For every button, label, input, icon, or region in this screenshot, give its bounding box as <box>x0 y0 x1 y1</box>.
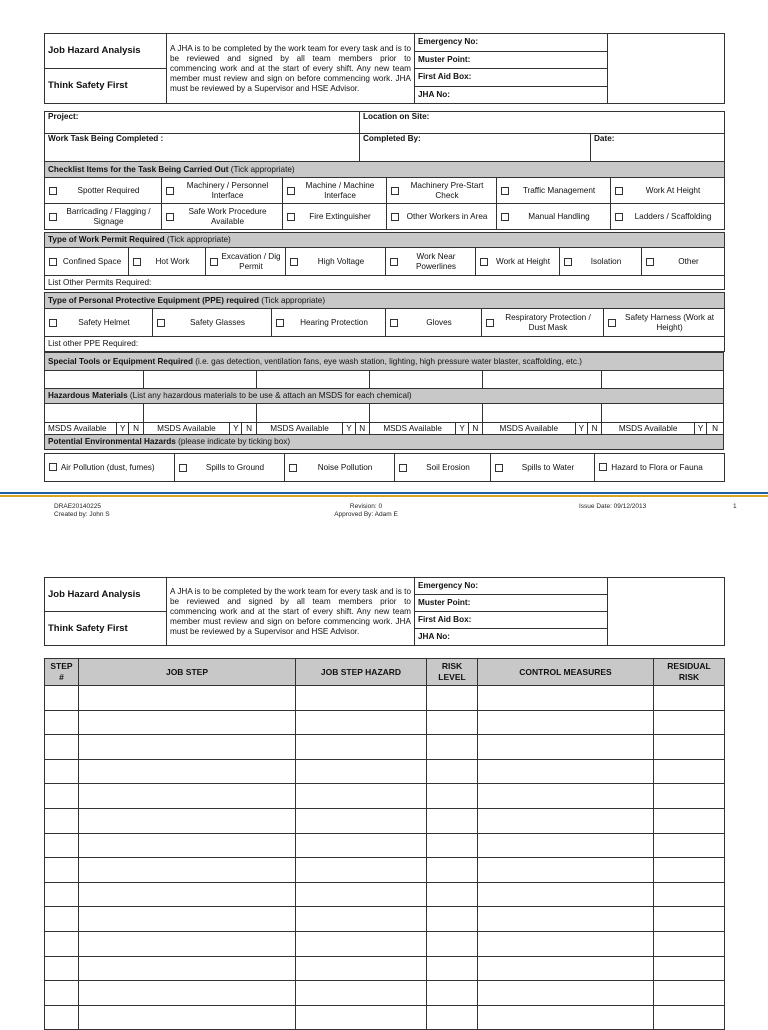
tools-entry[interactable] <box>256 371 369 389</box>
created-by: Created by: John S <box>54 511 110 518</box>
job-step-cell[interactable] <box>79 735 296 760</box>
permit-item[interactable]: Confined Space <box>45 248 129 276</box>
job-step-cell[interactable] <box>296 931 427 956</box>
job-steps-table <box>44 658 725 1030</box>
other-ppe-field[interactable]: List other PPE Required: <box>45 337 725 352</box>
job-step-cell[interactable] <box>654 808 725 833</box>
hazmat-entry[interactable] <box>256 404 369 423</box>
job-step-cell[interactable] <box>45 784 79 809</box>
col-control-measures: CONTROL MEASURES <box>478 659 654 686</box>
jha-no-field[interactable]: JHA No: <box>415 86 608 104</box>
col-residual-risk: RESIDUAL RISK <box>654 659 725 686</box>
job-step-cell[interactable] <box>654 907 725 932</box>
col-step-number: STEP # <box>45 659 79 686</box>
job-step-cell[interactable] <box>45 710 79 735</box>
emergency-no-field[interactable]: Emergency No: <box>415 34 608 52</box>
msds-label: MSDS Available <box>602 423 695 435</box>
job-step-cell[interactable] <box>427 858 478 883</box>
checkbox-icon[interactable] <box>495 464 503 472</box>
job-step-cell[interactable] <box>654 956 725 981</box>
hazmat-entry[interactable] <box>45 404 144 423</box>
environment-heading-bold: Potential Environmental Hazards <box>48 437 176 446</box>
checkbox-icon[interactable] <box>210 258 218 266</box>
instructions-text: A JHA is to be completed by the work team for every task and is to be reviewed and signed by all team members prior to commencing work and at the start of every shift. Any new team member must review and sign on before commencing work. JHA must be reviewed by a Supervisor and HSE Advisor. <box>167 578 415 646</box>
environment-table <box>44 453 725 482</box>
hazmat-heading <box>45 389 724 404</box>
job-step-cell[interactable] <box>45 907 79 932</box>
checkbox-icon[interactable] <box>615 187 623 195</box>
footer-left <box>54 503 110 519</box>
checkbox-icon[interactable] <box>391 213 399 221</box>
environment-item[interactable]: Noise Pollution <box>285 454 395 482</box>
job-step-cell[interactable] <box>45 686 79 711</box>
msds-label: MSDS Available <box>143 423 229 435</box>
job-step-cell[interactable] <box>79 981 296 1006</box>
checkbox-icon[interactable] <box>399 464 407 472</box>
msds-no[interactable]: N <box>707 423 724 435</box>
msds-no[interactable]: N <box>468 423 482 435</box>
permit-item[interactable]: Hot Work <box>129 248 206 276</box>
job-step-cell[interactable] <box>296 882 427 907</box>
job-step-cell[interactable] <box>79 858 296 883</box>
checkbox-icon[interactable] <box>287 213 295 221</box>
job-step-cell[interactable] <box>79 808 296 833</box>
job-step-row <box>45 956 725 981</box>
msds-yes[interactable]: Y <box>575 423 587 435</box>
checkbox-icon[interactable] <box>157 319 165 327</box>
date-field[interactable]: Date: <box>591 134 725 162</box>
job-step-row <box>45 907 725 932</box>
checkbox-icon[interactable] <box>501 187 509 195</box>
tools-entry[interactable] <box>45 371 144 389</box>
job-step-cell[interactable] <box>478 833 654 858</box>
checkbox-icon[interactable] <box>615 213 623 221</box>
permit-heading <box>45 233 725 248</box>
permit-item[interactable]: Isolation <box>560 248 642 276</box>
job-step-cell[interactable] <box>478 907 654 932</box>
page-divider-blue <box>0 492 768 494</box>
checkbox-icon[interactable] <box>179 464 187 472</box>
header-blank-box <box>608 34 725 104</box>
job-step-cell[interactable] <box>45 1005 79 1030</box>
ppe-item[interactable]: Safety Glasses <box>153 309 272 337</box>
job-step-cell[interactable] <box>427 931 478 956</box>
hazmat-entry[interactable] <box>369 404 482 423</box>
job-step-cell[interactable] <box>478 1005 654 1030</box>
first-aid-box-field[interactable]: First Aid Box: <box>415 69 608 87</box>
job-step-cell[interactable] <box>79 907 296 932</box>
jha-no-field[interactable]: JHA No: <box>415 629 608 646</box>
doc-code: DRAE20140225 <box>54 503 101 510</box>
hazmat-heading-note: (List any hazardous materials to be use & attach an MSDS for each chemical) <box>129 391 412 400</box>
ppe-heading <box>45 293 725 309</box>
job-step-cell[interactable] <box>79 759 296 784</box>
checklist-heading-bold: Checklist Items for the Task Being Carried Out <box>48 164 229 174</box>
tools-heading <box>45 353 724 371</box>
checklist-item[interactable]: Machinery / Personnel Interface <box>162 178 283 204</box>
msds-yes[interactable]: Y <box>117 423 129 435</box>
job-step-cell[interactable] <box>478 686 654 711</box>
muster-point-field[interactable]: Muster Point: <box>415 595 608 612</box>
job-step-cell[interactable] <box>654 710 725 735</box>
checkbox-icon[interactable] <box>287 187 295 195</box>
environment-item[interactable]: Hazard to Flora or Fauna <box>595 454 725 482</box>
checkbox-icon[interactable] <box>276 319 284 327</box>
header-table-page2 <box>44 577 725 646</box>
job-step-cell[interactable] <box>427 784 478 809</box>
job-step-cell[interactable] <box>296 808 427 833</box>
msds-label: MSDS Available <box>256 423 342 435</box>
job-step-row <box>45 833 725 858</box>
job-step-cell[interactable] <box>427 956 478 981</box>
checklist-item[interactable]: Machinery Pre-Start Check <box>387 178 497 204</box>
emergency-no-field[interactable]: Emergency No: <box>415 578 608 595</box>
job-step-cell[interactable] <box>296 981 427 1006</box>
job-step-cell[interactable] <box>79 931 296 956</box>
job-step-cell[interactable] <box>79 956 296 981</box>
tools-entry[interactable] <box>483 371 602 389</box>
checkbox-icon[interactable] <box>133 258 141 266</box>
job-step-cell[interactable] <box>296 1005 427 1030</box>
checklist-heading-note: (Tick appropriate) <box>230 164 295 174</box>
checkbox-icon[interactable] <box>49 258 57 266</box>
checkbox-icon[interactable] <box>599 463 607 471</box>
checkbox-icon[interactable] <box>49 213 57 221</box>
checklist-item[interactable]: Machine / Machine Interface <box>283 178 387 204</box>
job-step-row <box>45 784 725 809</box>
permit-item[interactable]: Other <box>642 248 725 276</box>
job-step-cell[interactable] <box>296 956 427 981</box>
instructions-text: A JHA is to be completed by the work team for every task and is to be reviewed and signed by all team members prior to commencing work and at the start of every shift. Any new team member must review and sign on before commencing work. JHA must be reviewed by a Supervisor and HSE Advisor. <box>167 34 415 104</box>
job-step-cell[interactable] <box>79 686 296 711</box>
header-blank-box <box>608 578 725 646</box>
job-step-cell[interactable] <box>654 858 725 883</box>
job-steps-body <box>45 686 725 1030</box>
checklist-item[interactable]: Fire Extinguisher <box>283 204 387 230</box>
checklist-heading <box>45 162 725 178</box>
job-step-cell[interactable] <box>296 784 427 809</box>
checkbox-icon[interactable] <box>49 187 57 195</box>
ppe-heading-bold: Type of Personal Protective Equipment (PPE) required <box>48 295 259 305</box>
job-step-cell[interactable] <box>427 882 478 907</box>
job-step-cell[interactable] <box>45 858 79 883</box>
environment-heading-note: (please indicate by ticking box) <box>178 437 291 446</box>
page-divider-gold <box>0 495 768 497</box>
job-step-cell[interactable] <box>427 907 478 932</box>
work-task-field[interactable]: Work Task Being Completed : <box>45 134 360 162</box>
msds-yes[interactable]: Y <box>343 423 355 435</box>
checkbox-icon[interactable] <box>290 258 298 266</box>
job-step-row <box>45 759 725 784</box>
job-step-cell[interactable] <box>427 735 478 760</box>
approved-by: Approved By: Adam E <box>334 511 398 518</box>
header-table <box>44 33 725 104</box>
checklist-table <box>44 161 725 230</box>
ppe-item[interactable]: Respiratory Protection / Dust Mask <box>482 309 604 337</box>
checkbox-icon[interactable] <box>166 213 174 221</box>
job-step-cell[interactable] <box>478 931 654 956</box>
job-step-cell[interactable] <box>296 759 427 784</box>
form-subtitle: Think Safety First <box>45 69 167 104</box>
permit-item[interactable]: Work at Height <box>476 248 560 276</box>
job-step-cell[interactable] <box>478 858 654 883</box>
job-step-cell[interactable] <box>427 759 478 784</box>
location-field[interactable]: Location on Site: <box>360 112 725 134</box>
job-step-row <box>45 735 725 760</box>
checkbox-icon[interactable] <box>564 258 572 266</box>
page-number: 1 <box>733 503 737 510</box>
revision: Revision: 0 <box>349 503 383 510</box>
ppe-item[interactable]: Safety Helmet <box>45 309 153 337</box>
checkbox-icon[interactable] <box>391 187 399 195</box>
hazmat-heading-bold: Hazardous Materials <box>48 391 128 400</box>
environment-item[interactable]: Air Pollution (dust, fumes) <box>45 454 175 482</box>
hazmat-entry[interactable] <box>143 404 256 423</box>
job-step-cell[interactable] <box>79 784 296 809</box>
permit-item[interactable]: Work Near Powerlines <box>386 248 476 276</box>
job-step-cell[interactable] <box>654 882 725 907</box>
msds-no[interactable]: N <box>129 423 143 435</box>
job-step-cell[interactable] <box>45 931 79 956</box>
job-step-cell[interactable] <box>478 956 654 981</box>
tools-entry[interactable] <box>369 371 482 389</box>
checkbox-icon[interactable] <box>390 258 398 266</box>
other-permits-field[interactable]: List Other Permits Required: <box>45 276 725 290</box>
job-step-cell[interactable] <box>478 981 654 1006</box>
col-job-step-hazard: JOB STEP HAZARD <box>296 659 427 686</box>
job-step-cell[interactable] <box>654 1005 725 1030</box>
permit-item[interactable]: High Voltage <box>286 248 386 276</box>
tools-heading-note: (i.e. gas detection, ventilation fans, eye wash station, lighting, high pressure water blaster, scaffolding, etc.) <box>195 356 582 366</box>
job-step-cell[interactable] <box>654 784 725 809</box>
checklist-item[interactable]: Manual Handling <box>497 204 611 230</box>
tools-entry[interactable] <box>143 371 256 389</box>
job-step-cell[interactable] <box>45 882 79 907</box>
project-table <box>44 111 725 162</box>
job-step-cell[interactable] <box>654 931 725 956</box>
hazmat-entry[interactable] <box>483 404 602 423</box>
msds-no[interactable]: N <box>587 423 601 435</box>
job-step-row <box>45 931 725 956</box>
muster-point-field[interactable]: Muster Point: <box>415 51 608 69</box>
checkbox-icon[interactable] <box>486 319 494 327</box>
msds-label: MSDS Available <box>45 423 117 435</box>
checkbox-icon[interactable] <box>49 463 57 471</box>
ppe-item[interactable]: Hearing Protection <box>272 309 386 337</box>
checklist-item[interactable]: Barricading / Flagging / Signage <box>45 204 162 230</box>
permit-table <box>44 232 725 290</box>
job-step-cell[interactable] <box>45 735 79 760</box>
job-step-cell[interactable] <box>79 833 296 858</box>
job-step-cell[interactable] <box>654 686 725 711</box>
job-step-cell[interactable] <box>296 858 427 883</box>
checkbox-icon[interactable] <box>390 319 398 327</box>
tools-entry[interactable] <box>602 371 724 389</box>
job-step-cell[interactable] <box>296 907 427 932</box>
job-step-cell[interactable] <box>427 833 478 858</box>
msds-yes[interactable]: Y <box>456 423 468 435</box>
job-step-cell[interactable] <box>427 981 478 1006</box>
checkbox-icon[interactable] <box>608 319 616 327</box>
job-step-cell[interactable] <box>427 710 478 735</box>
checklist-item[interactable]: Work At Height <box>611 178 725 204</box>
ppe-table <box>44 292 725 352</box>
checkbox-icon[interactable] <box>501 213 509 221</box>
job-step-cell[interactable] <box>79 1005 296 1030</box>
checkbox-icon[interactable] <box>646 258 654 266</box>
job-step-cell[interactable] <box>654 833 725 858</box>
checklist-item[interactable]: Spotter Required <box>45 178 162 204</box>
job-step-cell[interactable] <box>478 784 654 809</box>
msds-label: MSDS Available <box>483 423 576 435</box>
form-subtitle: Think Safety First <box>45 612 167 646</box>
job-step-cell[interactable] <box>296 833 427 858</box>
environment-item[interactable]: Soil Erosion <box>395 454 491 482</box>
job-step-cell[interactable] <box>45 956 79 981</box>
job-step-cell[interactable] <box>427 686 478 711</box>
job-step-row <box>45 686 725 711</box>
environment-item[interactable]: Spills to Water <box>491 454 595 482</box>
job-step-cell[interactable] <box>654 759 725 784</box>
job-step-cell[interactable] <box>427 1005 478 1030</box>
msds-no[interactable]: N <box>242 423 256 435</box>
permit-item[interactable]: Excavation / Dig Permit <box>206 248 286 276</box>
ppe-item[interactable]: Safety Harness (Work at Height) <box>604 309 725 337</box>
job-step-cell[interactable] <box>478 808 654 833</box>
job-step-cell[interactable] <box>45 759 79 784</box>
job-step-cell[interactable] <box>296 710 427 735</box>
job-step-cell[interactable] <box>296 735 427 760</box>
job-step-row <box>45 1005 725 1030</box>
job-step-cell[interactable] <box>478 710 654 735</box>
footer-center <box>300 503 432 519</box>
job-step-cell[interactable] <box>654 735 725 760</box>
permit-heading-bold: Type of Work Permit Required <box>48 235 165 244</box>
checklist-item[interactable]: Ladders / Scaffolding <box>611 204 725 230</box>
msds-label: MSDS Available <box>369 423 455 435</box>
job-step-row <box>45 710 725 735</box>
job-step-cell[interactable] <box>45 808 79 833</box>
checkbox-icon[interactable] <box>49 319 57 327</box>
job-step-cell[interactable] <box>478 759 654 784</box>
environment-item[interactable]: Spills to Ground <box>175 454 285 482</box>
checklist-item[interactable]: Safe Work Procedure Available <box>162 204 283 230</box>
job-step-cell[interactable] <box>45 833 79 858</box>
job-step-cell[interactable] <box>79 710 296 735</box>
tools-hazmat-table <box>44 352 724 450</box>
job-step-row <box>45 981 725 1006</box>
ppe-item[interactable]: Gloves <box>386 309 482 337</box>
first-aid-box-field[interactable]: First Aid Box: <box>415 612 608 629</box>
job-step-cell[interactable] <box>478 882 654 907</box>
environment-heading <box>45 435 724 450</box>
project-field[interactable]: Project: <box>45 112 360 134</box>
completed-by-field[interactable]: Completed By: <box>360 134 591 162</box>
checkbox-icon[interactable] <box>480 258 488 266</box>
job-step-cell[interactable] <box>478 735 654 760</box>
job-step-cell[interactable] <box>79 882 296 907</box>
ppe-heading-note: (Tick appropriate) <box>261 295 326 305</box>
msds-no[interactable]: N <box>355 423 369 435</box>
job-step-cell[interactable] <box>654 981 725 1006</box>
issue-date: Issue Date: 09/12/2013 <box>579 503 647 510</box>
msds-yes[interactable]: Y <box>230 423 242 435</box>
checklist-item[interactable]: Other Workers in Area <box>387 204 497 230</box>
job-step-row <box>45 882 725 907</box>
job-step-row <box>45 808 725 833</box>
job-step-cell[interactable] <box>427 808 478 833</box>
permit-heading-note: (Tick appropriate) <box>166 235 231 244</box>
hazmat-entry[interactable] <box>602 404 724 423</box>
checkbox-icon[interactable] <box>289 464 297 472</box>
form-title: Job Hazard Analysis <box>45 578 167 612</box>
checklist-item[interactable]: Traffic Management <box>497 178 611 204</box>
job-step-row <box>45 858 725 883</box>
form-title: Job Hazard Analysis <box>45 34 167 69</box>
msds-yes[interactable]: Y <box>694 423 706 435</box>
checkbox-icon[interactable] <box>166 187 174 195</box>
col-risk-level: RISK LEVEL <box>427 659 478 686</box>
job-step-cell[interactable] <box>296 686 427 711</box>
job-step-cell[interactable] <box>45 981 79 1006</box>
col-job-step: JOB STEP <box>79 659 296 686</box>
tools-heading-bold: Special Tools or Equipment Required <box>48 356 193 366</box>
